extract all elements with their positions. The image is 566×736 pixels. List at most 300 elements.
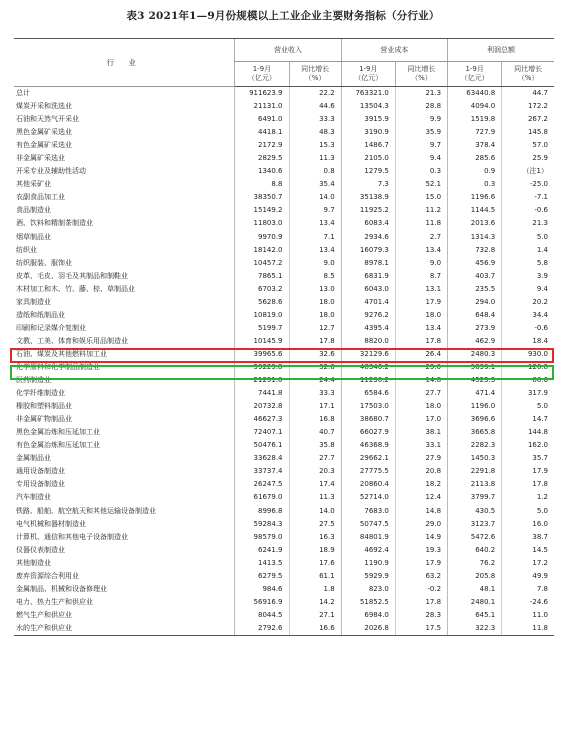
industry-name-cell: 文教、工美、体育和娱乐用品制造业 [16,336,128,345]
industry-name-cell: 烟草制品业 [16,232,51,241]
table-row [14,531,554,544]
table-row [14,609,554,622]
profit-growth-cell: 126.8 [502,361,554,374]
revenue-growth-cell: 1.8 [289,583,341,596]
cost-growth-cell: 8.7 [395,270,447,283]
cost-growth-cell: 14.9 [395,531,447,544]
table-row [14,231,554,244]
revenue-growth-cell: 15.3 [289,139,341,152]
cost-growth-cell: 18.0 [395,400,447,413]
revenue-growth-cell: 35.4 [289,178,341,191]
industry-name-cell: 有色金属冶炼和压延加工业 [16,441,100,450]
cost-cell: 20860.4 [341,478,395,491]
cost-cell: 8978.1 [341,257,395,270]
highlight-box-green [10,365,554,380]
revenue-growth-cell: 17.1 [289,400,341,413]
cost-growth-cell: 11.8 [395,217,447,230]
profit-cell: 285.6 [448,152,502,165]
industry-name-cell: 黑色金属冶炼和压延加工业 [16,428,100,437]
cost-cell: 7.3 [341,178,395,191]
revenue-cell: 5628.6 [235,296,289,309]
cost-growth-cell: 9.4 [395,152,447,165]
revenue-growth-cell: 61.1 [289,570,341,583]
profit-cell: 5472.6 [448,531,502,544]
cost-cell: 823.0 [341,583,395,596]
industry-name-cell: 废弃资源综合利用业 [16,571,79,580]
cost-growth-cell: 14.8 [395,505,447,518]
cost-growth-cell: 13.1 [395,283,447,296]
cost-growth-cell: 28.3 [395,609,447,622]
cost-cell: 35138.9 [341,191,395,204]
profit-cell: 0.9 [448,165,502,178]
profit-cell: 2291.8 [448,465,502,478]
profit-growth-cell: 5.0 [502,400,554,413]
profit-cell: 2113.8 [448,478,502,491]
revenue-growth-cell: 11.3 [289,491,341,504]
revenue-growth-cell: 27.7 [289,452,341,465]
profit-growth-cell: 14.5 [502,544,554,557]
table-row [14,296,554,309]
revenue-growth-cell: 7.1 [289,231,341,244]
table-row [14,622,554,636]
cost-cell: 11230.2 [341,374,395,387]
profit-cell: 3665.8 [448,426,502,439]
cost-growth-cell: 38.1 [395,426,447,439]
profit-cell: 294.0 [448,296,502,309]
profit-cell: 456.9 [448,257,502,270]
industry-name-cell: 黑色金属矿采选业 [16,128,72,137]
cost-growth-cell: 17.8 [395,596,447,609]
table-row [14,505,554,518]
revenue-growth-cell: 12.7 [289,322,341,335]
table-row [14,478,554,491]
cost-growth-cell: 9.0 [395,257,447,270]
profit-growth-cell: 145.8 [502,126,554,139]
industry-name-cell: 石油、煤炭及其他燃料加工业 [16,349,107,358]
profit-growth-cell: 930.0 [502,348,554,361]
industry-name-cell: 纺织服装、服饰业 [16,258,72,267]
cost-cell: 2026.8 [341,622,395,636]
table-row [14,426,554,439]
table-row [14,113,554,126]
cost-growth-cell: 26.4 [395,348,447,361]
cost-growth-cell: 17.9 [395,557,447,570]
cost-growth-cell: 9.9 [395,113,447,126]
industry-name-cell: 通用设备制造业 [16,467,65,476]
industry-name-cell: 印刷和记录媒介复制业 [16,323,86,332]
revenue-cell: 18142.0 [235,244,289,257]
industry-name-cell: 汽车制造业 [16,493,51,502]
profit-cell: 3696.6 [448,413,502,426]
profit-cell: 5839.1 [448,361,502,374]
cost-growth-cell: 28.8 [395,100,447,113]
profit-cell: 1196.6 [448,191,502,204]
table-row [14,400,554,413]
industry-name-cell: 纺织业 [16,245,37,254]
revenue-cell: 1413.5 [235,557,289,570]
revenue-growth-cell: 14.0 [289,191,341,204]
profit-cell: 63440.8 [448,87,502,101]
revenue-growth-cell: 13.4 [289,244,341,257]
revenue-cell: 56916.9 [235,596,289,609]
cost-cell: 48346.2 [341,361,395,374]
revenue-growth-cell: 33.3 [289,113,341,126]
table-row [14,583,554,596]
revenue-cell: 2172.9 [235,139,289,152]
revenue-growth-cell: 0.8 [289,165,341,178]
cost-growth-cell: 63.2 [395,570,447,583]
revenue-growth-cell: 17.6 [289,557,341,570]
industry-name-cell: 橡胶和塑料制品业 [16,402,72,411]
cost-cell: 7683.0 [341,505,395,518]
profit-growth-cell: -25.0 [502,178,554,191]
revenue-cell: 7441.8 [235,387,289,400]
revenue-growth-cell: 9.7 [289,204,341,217]
table-row [14,126,554,139]
profit-cell: 2013.6 [448,217,502,230]
profit-cell: 0.3 [448,178,502,191]
cost-growth-cell: 20.8 [395,465,447,478]
revenue-cell: 1340.6 [235,165,289,178]
profit-growth-cell: 44.7 [502,87,554,101]
cost-growth-cell: 17.5 [395,622,447,636]
cost-cell: 52714.0 [341,491,395,504]
revenue-cell: 5199.7 [235,322,289,335]
revenue-cell: 9970.9 [235,231,289,244]
revenue-growth-cell: 16.8 [289,413,341,426]
cost-growth-cell: 29.0 [395,361,447,374]
cost-cell: 6043.0 [341,283,395,296]
table-row [14,309,554,322]
profit-growth-cell: 5.8 [502,257,554,270]
revenue-growth-cell: 27.1 [289,609,341,622]
profit-cell: 3799.7 [448,491,502,504]
industry-name-cell: 皮革、毛皮、羽毛及其制品和制鞋业 [16,271,128,280]
revenue-growth-cell: 33.3 [289,387,341,400]
cost-cell: 4701.4 [341,296,395,309]
industry-name-cell: 铁路、船舶、航空航天和其他运输设备制造业 [16,506,156,515]
revenue-cell: 38350.7 [235,191,289,204]
profit-cell: 205.8 [448,570,502,583]
industry-name-cell: 酒、饮料和精制茶制造业 [16,219,93,228]
profit-cell: 645.1 [448,609,502,622]
industry-name-cell: 开采专业及辅助性活动 [16,167,86,176]
industry-name-cell: 煤炭开采和洗选业 [16,102,72,111]
table-row [14,322,554,335]
cost-cell: 3190.9 [341,126,395,139]
cost-cell: 6831.9 [341,270,395,283]
profit-cell: 2282.3 [448,439,502,452]
industry-name-cell: 仪器仪表制造业 [16,545,65,554]
table-row [14,439,554,452]
profit-growth-cell: -7.1 [502,191,554,204]
revenue-growth-cell: 17.8 [289,335,341,348]
cost-cell: 5929.9 [341,570,395,583]
table-row [14,491,554,504]
revenue-growth-cell: 48.3 [289,126,341,139]
revenue-growth-cell: 18.0 [289,296,341,309]
profit-cell: 471.4 [448,387,502,400]
cost-cell: 3915.9 [341,113,395,126]
cost-growth-cell: 2.7 [395,231,447,244]
table-row [14,217,554,230]
revenue-growth-cell: 44.6 [289,100,341,113]
profit-growth-header: 同比增长 （%） [502,62,554,87]
revenue-cell: 6491.0 [235,113,289,126]
cost-growth-cell: 18.0 [395,309,447,322]
profit-cell: 76.2 [448,557,502,570]
revenue-cell: 8044.5 [235,609,289,622]
industry-name-cell: 石油和天然气开采业 [16,115,79,124]
table-row [14,387,554,400]
cost-growth-cell: 52.1 [395,178,447,191]
profit-growth-cell: 144.8 [502,426,554,439]
profit-cell: 727.9 [448,126,502,139]
profit-cell: 1144.5 [448,204,502,217]
industry-name-cell: 总计 [16,89,30,98]
cost-cell: 38680.7 [341,413,395,426]
profit-cell: 462.9 [448,335,502,348]
profit-cell: 640.2 [448,544,502,557]
revenue-cell: 11803.0 [235,217,289,230]
industry-name-cell: 造纸和纸制品业 [16,310,65,319]
table-row [14,244,554,257]
industry-name-cell: 食品制造业 [16,206,51,215]
profit-period-header: 1-9月 （亿元） [448,62,502,87]
table-title: 表3 2021年1—9月份规模以上工业企业主要财务指标（分行业） [126,10,440,22]
cost-cell: 50747.5 [341,518,395,531]
highlight-box-red [10,348,554,363]
profit-cell: 1450.3 [448,452,502,465]
cost-cell: 13504.3 [341,100,395,113]
cost-cell: 16079.3 [341,244,395,257]
revenue-growth-cell: 32.6 [289,348,341,361]
header-row-groups [14,39,554,62]
cost-growth-header: 同比增长 （%） [395,62,447,87]
industry-name-cell: 金属制品、机械和设备修理业 [16,584,107,593]
industry-name-cell: 其他制造业 [16,558,51,567]
industry-name-cell: 燃气生产和供应业 [16,610,72,619]
profit-growth-cell: 9.4 [502,283,554,296]
industry-name-cell: 家具制造业 [16,297,51,306]
profit-growth-cell: 17.9 [502,465,554,478]
profit-growth-cell: 267.2 [502,113,554,126]
revenue-cell: 26247.5 [235,478,289,491]
revenue-cell: 61679.0 [235,491,289,504]
profit-cell: 322.3 [448,622,502,636]
profit-cell: 2480.1 [448,596,502,609]
financial-indicators-table [14,38,554,636]
table-row [14,518,554,531]
industry-name-cell: 医药制造业 [16,376,51,385]
revenue-growth-cell: 16.3 [289,531,341,544]
cost-growth-cell: -0.2 [395,583,447,596]
cost-cell: 6584.6 [341,387,395,400]
profit-cell: 732.8 [448,244,502,257]
cost-cell: 11925.2 [341,204,395,217]
profit-growth-cell: 11.8 [502,622,554,636]
profit-growth-cell: 20.2 [502,296,554,309]
cost-cell: 1190.9 [341,557,395,570]
revenue-cell: 911623.9 [235,87,289,101]
revenue-growth-cell: 13.0 [289,283,341,296]
profit-cell: 1314.3 [448,231,502,244]
table-row [14,570,554,583]
table-row [14,465,554,478]
profit-growth-cell: 7.8 [502,583,554,596]
table-row [14,270,554,283]
table-row [14,413,554,426]
cost-growth-cell: 18.2 [395,478,447,491]
cost-growth-cell: 27.9 [395,452,447,465]
industry-name-cell: 化学纤维制造业 [16,389,65,398]
profit-cell: 403.7 [448,270,502,283]
profit-cell: 430.5 [448,505,502,518]
industry-name-cell: 化学原料和化学制品制造业 [16,363,100,371]
revenue-cell: 6279.5 [235,570,289,583]
table-row [14,191,554,204]
table-row [14,87,554,101]
industry-name-cell: 非金属矿物制品业 [16,415,72,424]
profit-growth-cell: （注1） [502,165,554,178]
revenue-growth-cell: 24.4 [289,374,341,387]
cost-growth-cell: 11.2 [395,204,447,217]
revenue-cell: 21131.0 [235,100,289,113]
cost-growth-cell: 14.8 [395,374,447,387]
profit-growth-cell: -24.6 [502,596,554,609]
table-row [14,335,554,348]
revenue-cell: 50476.1 [235,439,289,452]
cost-cell: 6083.4 [341,217,395,230]
cost-cell: 29662.1 [341,452,395,465]
revenue-cell: 46627.3 [235,413,289,426]
profit-growth-cell: 5.0 [502,505,554,518]
profit-growth-cell: 35.7 [502,452,554,465]
table-row [14,152,554,165]
revenue-growth-cell: 22.2 [289,87,341,101]
profit-cell: 2480.3 [448,348,502,361]
revenue-header: 营业收入 [235,39,341,62]
cost-cell: 9276.2 [341,309,395,322]
revenue-growth-cell: 27.5 [289,518,341,531]
revenue-cell: 7865.1 [235,270,289,283]
revenue-growth-cell: 32.6 [289,361,341,374]
table-row [14,178,554,191]
cost-cell: 17503.0 [341,400,395,413]
cost-period-header: 1-9月 （亿元） [341,62,395,87]
profit-growth-cell: 14.7 [502,413,554,426]
revenue-growth-cell: 14.2 [289,596,341,609]
cost-growth-cell: 17.0 [395,413,447,426]
revenue-growth-cell: 8.5 [289,270,341,283]
revenue-cell: 59284.3 [235,518,289,531]
revenue-growth-cell: 35.8 [289,439,341,452]
revenue-cell: 21291.0 [235,374,289,387]
cost-cell: 2105.0 [341,152,395,165]
profit-cell: 3123.7 [448,518,502,531]
profit-growth-cell: 17.2 [502,557,554,570]
profit-cell: 378.4 [448,139,502,152]
revenue-growth-cell: 18.0 [289,309,341,322]
profit-growth-cell: 1.4 [502,244,554,257]
industry-header: 行 业 [14,39,235,87]
revenue-cell: 59229.8 [235,361,289,374]
cost-cell: 46368.9 [341,439,395,452]
revenue-cell: 33737.4 [235,465,289,478]
revenue-cell: 39965.6 [235,348,289,361]
table-row [14,165,554,178]
profit-growth-cell: 80.6 [502,374,554,387]
table-row [14,139,554,152]
revenue-growth-cell: 17.4 [289,478,341,491]
revenue-growth-cell: 40.7 [289,426,341,439]
cost-growth-cell: 35.9 [395,126,447,139]
profit-cell: 4525.3 [448,374,502,387]
industry-name-cell: 木材加工和木、竹、藤、棕、草制品业 [16,284,135,293]
profit-growth-cell: 1.2 [502,491,554,504]
cost-cell: 8820.0 [341,335,395,348]
profit-cell: 1196.0 [448,400,502,413]
profit-cell: 648.4 [448,309,502,322]
table-row [14,452,554,465]
profit-growth-cell: 25.9 [502,152,554,165]
industry-name-cell: 其他采矿业 [16,180,51,189]
revenue-period-header: 1-9月 （亿元） [235,62,289,87]
revenue-cell: 4418.1 [235,126,289,139]
revenue-cell: 10457.2 [235,257,289,270]
cost-growth-cell: 17.9 [395,296,447,309]
profit-cell: 1519.8 [448,113,502,126]
industry-name-cell: 农副食品加工业 [16,193,65,202]
cost-growth-cell: 19.3 [395,544,447,557]
table-row [14,204,554,217]
revenue-growth-cell: 18.9 [289,544,341,557]
cost-growth-cell: 9.7 [395,139,447,152]
cost-growth-cell: 29.0 [395,518,447,531]
cost-cell: 51852.5 [341,596,395,609]
industry-name-cell: 非金属矿采选业 [16,154,65,163]
cost-cell: 6984.0 [341,609,395,622]
table-row [14,283,554,296]
cost-growth-cell: 17.8 [395,335,447,348]
cost-growth-cell: 13.4 [395,322,447,335]
profit-header: 利润总额 [448,39,554,62]
revenue-cell: 10819.0 [235,309,289,322]
table-row [14,257,554,270]
cost-cell: 32129.6 [341,348,395,361]
industry-name-cell: 专用设备制造业 [16,480,65,489]
cost-growth-cell: 12.4 [395,491,447,504]
revenue-growth-cell: 16.6 [289,622,341,636]
industry-name-cell: 有色金属矿采选业 [16,141,72,150]
industry-name-cell: 水的生产和供应业 [14,622,235,636]
cost-growth-cell: 27.7 [395,387,447,400]
revenue-growth-cell: 9.0 [289,257,341,270]
revenue-growth-cell: 11.3 [289,152,341,165]
profit-growth-cell: 16.0 [502,518,554,531]
revenue-cell: 15149.2 [235,204,289,217]
cost-growth-cell: 15.0 [395,191,447,204]
cost-cell: 4692.4 [341,544,395,557]
profit-growth-cell: 34.4 [502,309,554,322]
revenue-cell: 2792.6 [235,622,289,636]
profit-cell: 48.1 [448,583,502,596]
cost-cell: 4395.4 [341,322,395,335]
profit-growth-cell: 18.4 [502,335,554,348]
profit-growth-cell: -0.6 [502,204,554,217]
cost-cell: 763321.0 [341,87,395,101]
revenue-cell: 8.8 [235,178,289,191]
